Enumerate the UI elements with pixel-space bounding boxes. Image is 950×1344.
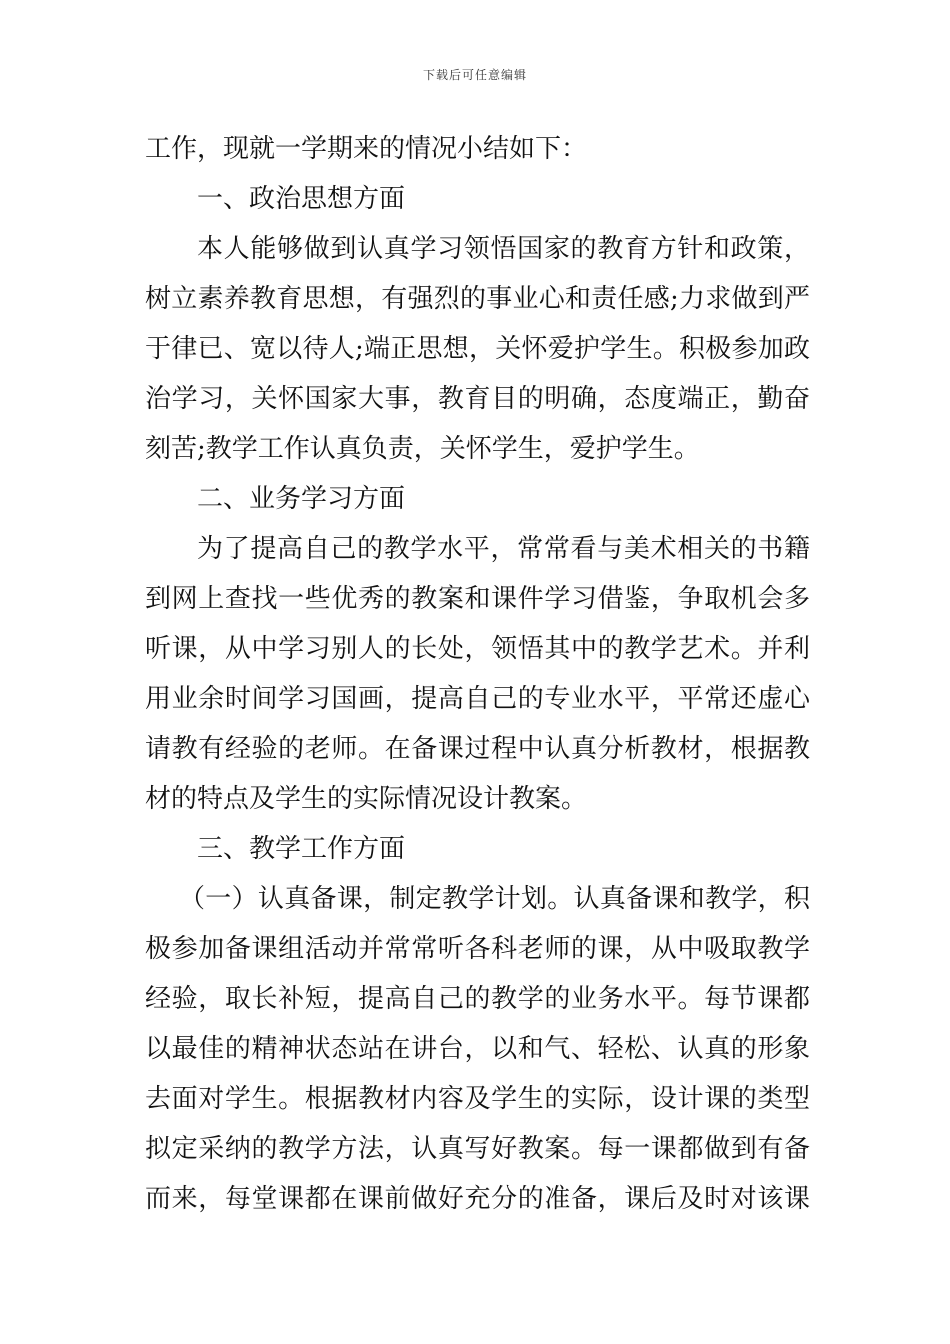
section-heading: 二、业务学习方面 — [197, 484, 406, 514]
body-line: 听课，从中学习别人的长处，领悟其中的教学艺术。并利 — [145, 634, 810, 664]
body-line: 去面对学生。根据教材内容及学生的实际，设计课的类型 — [145, 1084, 810, 1114]
body-line: 而来，每堂课都在课前做好充分的准备，课后及时对该课 — [145, 1184, 810, 1214]
body-line: 用业余时间学习国画，提高自己的专业水平，平常还虚心 — [145, 684, 810, 714]
body-line: 材的特点及学生的实际情况设计教案。 — [145, 784, 588, 814]
body-line: 拟定采纳的教学方法，认真写好教案。每一课都做到有备 — [145, 1134, 810, 1164]
body-line: 以最佳的精神状态站在讲台，以和气、轻松、认真的形象 — [145, 1034, 810, 1064]
document-body — [145, 124, 810, 1224]
body-line: 本人能够做到认真学习领悟国家的教育方针和政策， — [197, 234, 810, 264]
body-line: 请教有经验的老师。在备课过程中认真分析教材，根据教 — [145, 734, 810, 764]
section-heading: 三、教学工作方面 — [197, 834, 406, 864]
body-line: 工作，现就一学期来的情况小结如下： — [145, 134, 588, 164]
body-line: 于律已、宽以待人;端正思想，关怀爱护学生。积极参加政 — [145, 334, 810, 364]
body-line: 经验，取长补短，提高自己的教学的业务水平。每节课都 — [145, 984, 810, 1014]
body-line: 为了提高自己的教学水平，常常看与美术相关的书籍 — [197, 534, 810, 564]
body-line: 极参加备课组活动并常常听各科老师的课，从中吸取教学 — [145, 934, 810, 964]
body-line: （一）认真备课，制定教学计划。认真备课和教学，积 — [179, 884, 810, 914]
body-line: 刻苦;教学工作认真负责，关怀学生，爱护学生。 — [145, 434, 700, 464]
body-line: 到网上查找一些优秀的教案和课件学习借鉴，争取机会多 — [145, 584, 810, 614]
section-heading: 一、政治思想方面 — [197, 184, 406, 214]
header-note: 下载后可任意编辑 — [422, 68, 527, 82]
body-line: 治学习，关怀国家大事，教育目的明确，态度端正，勤奋 — [145, 384, 810, 414]
body-line: 树立素养教育思想，有强烈的事业心和责任感;力求做到严 — [145, 284, 810, 314]
